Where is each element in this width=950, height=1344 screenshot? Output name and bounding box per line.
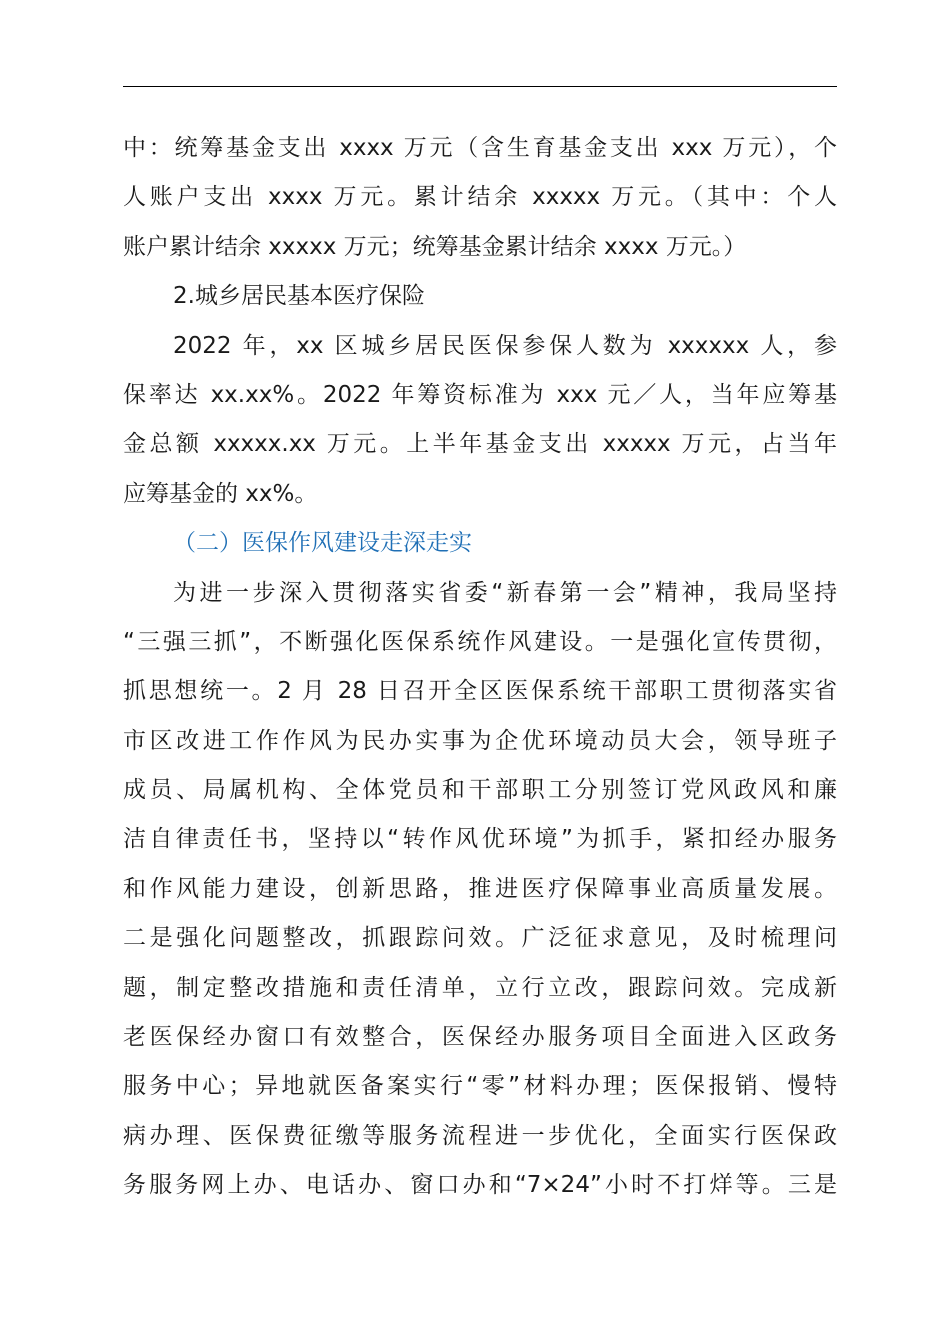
paragraph-line: 账户累计结余 xxxxx 万元；统筹基金累计结余 xxxx 万元。） bbox=[123, 233, 747, 260]
paragraph-line: 抓思想统一。2 月 28 日召开全区医保系统干部职工贯彻落实省 bbox=[123, 678, 837, 705]
paragraph-line: 洁自律责任书，坚持以“转作风优环境”为抓手，紧扣经办服务 bbox=[123, 826, 837, 853]
paragraph-line: 老医保经办窗口有效整合，医保经办服务项目全面进入区政务 bbox=[123, 1024, 837, 1051]
section-heading: 2.城乡居民基本医疗保险 bbox=[173, 283, 425, 310]
paragraph-line: 成员、局属机构、全体党员和干部职工分别签订党风政风和廉 bbox=[123, 777, 837, 804]
paragraph-line: 务服务网上办、电话办、窗口办和“7×24”小时不打烊等。三是 bbox=[123, 1172, 837, 1199]
paragraph-line: “三强三抓”，不断强化医保系统作风建设。一是强化宣传贯彻， bbox=[123, 628, 837, 655]
paragraph-line: 二是强化问题整改，抓跟踪问效。广泛征求意见，及时梳理问 bbox=[123, 925, 837, 952]
paragraph-line: 人账户支出 xxxx 万元。累计结余 xxxxx 万元。（其中：个人 bbox=[123, 184, 837, 211]
header-rule bbox=[123, 86, 837, 87]
paragraph-line: 和作风能力建设，创新思路，推进医疗保障事业高质量发展。 bbox=[123, 875, 837, 902]
document-body bbox=[123, 124, 837, 1211]
paragraph-line: 服务中心；异地就医备案实行“零”材料办理；医保报销、慢特 bbox=[123, 1073, 837, 1100]
paragraph-line: 保率达 xx.xx%。2022 年筹资标准为 xxx 元／人，当年应筹基 bbox=[123, 381, 837, 408]
section-heading: （二）医保作风建设走深走实 bbox=[173, 530, 472, 557]
paragraph-line: 金总额 xxxxx.xx 万元。上半年基金支出 xxxxx 万元，占当年 bbox=[123, 431, 837, 458]
paragraph-line: 应筹基金的 xx%。 bbox=[123, 480, 318, 507]
paragraph-line: 病办理、医保费征缴等服务流程进一步优化，全面实行医保政 bbox=[123, 1122, 837, 1149]
paragraph-line: 为进一步深入贯彻落实省委“新春第一会”精神，我局坚持 bbox=[173, 579, 837, 606]
paragraph-line: 中：统筹基金支出 xxxx 万元（含生育基金支出 xxx 万元），个 bbox=[123, 135, 837, 161]
paragraph-line: 题，制定整改措施和责任清单，立行立改，跟踪问效。完成新 bbox=[123, 974, 837, 1001]
paragraph-line: 市区改进工作作风为民办实事为企优环境动员大会，领导班子 bbox=[123, 727, 837, 754]
paragraph-line: 2022 年，xx 区城乡居民医保参保人数为 xxxxxx 人，参 bbox=[173, 332, 837, 359]
